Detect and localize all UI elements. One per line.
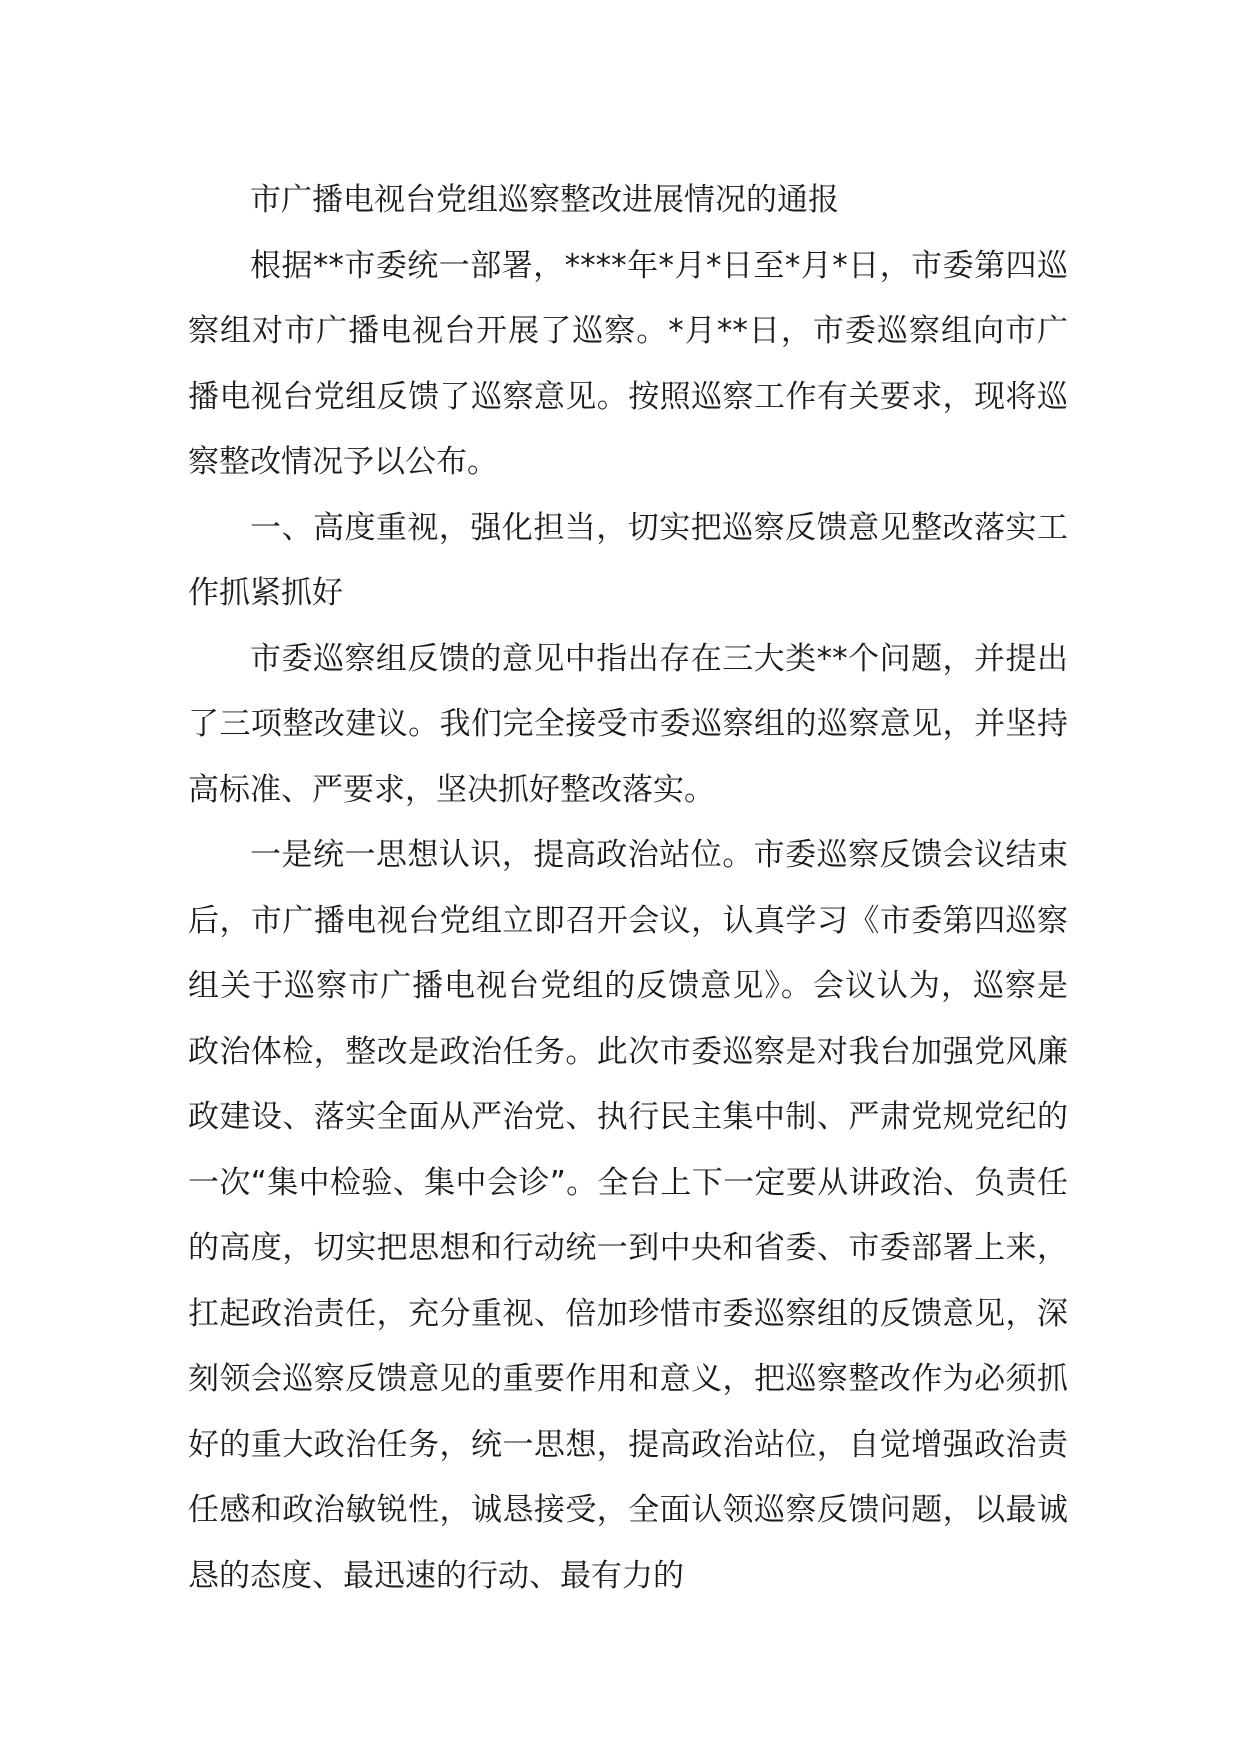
document-body: [188, 168, 1068, 1609]
document-title: 市广播电视台党组巡察整改进展情况的通报: [250, 182, 839, 218]
section-heading-1: 一、高度重视，强化担当，切实把巡察反馈意见整改落实工作抓紧抓好: [188, 509, 1068, 611]
paragraph-point-1: 一是统一思想认识，提高政治站位。市委巡察反馈会议结束后，市广播电视台党组立即召开会议，认真学习《市委第四巡察组关于巡察市广播电视台党组的反馈意见》。会议认为，巡察是政治体检，整改是政治任务。此次市委巡察是对我台加强党风廉政建设、落实全面从严治党、执行民主集中制、严肃党规党纪的一次“集中检验、集中会诊”。全台上下一定要从讲政治、负责任的高度，切实把思想和行动统一到中央和省委、市委部署上来，扛起政治责任，充分重视、倍加珍惜市委巡察组的反馈意见，深刻领会巡察反馈意见的重要作用和意义，把巡察整改作为必须抓好的重大政治任务，统一思想，提高政治站位，自觉增强政治责任感和政治敏锐性，诚恳接受，全面认领巡察反馈问题，以最诚恳的态度、最迅速的行动、最有力的: [188, 837, 1068, 1594]
paragraph-intro: 根据**市委统一部署，****年*月*日至*月*日，市委第四巡察组对市广播电视台开展了巡察。*月**日，市委巡察组向市广播电视台党组反馈了巡察意见。按照巡察工作有关要求，现将巡察整改情况予以公布。: [188, 247, 1068, 480]
paragraph-section-1: 市委巡察组反馈的意见中指出存在三大类**个问题，并提出了三项整改建议。我们完全接受市委巡察组的巡察意见，并坚持高标准、严要求，坚决抓好整改落实。: [188, 640, 1068, 808]
